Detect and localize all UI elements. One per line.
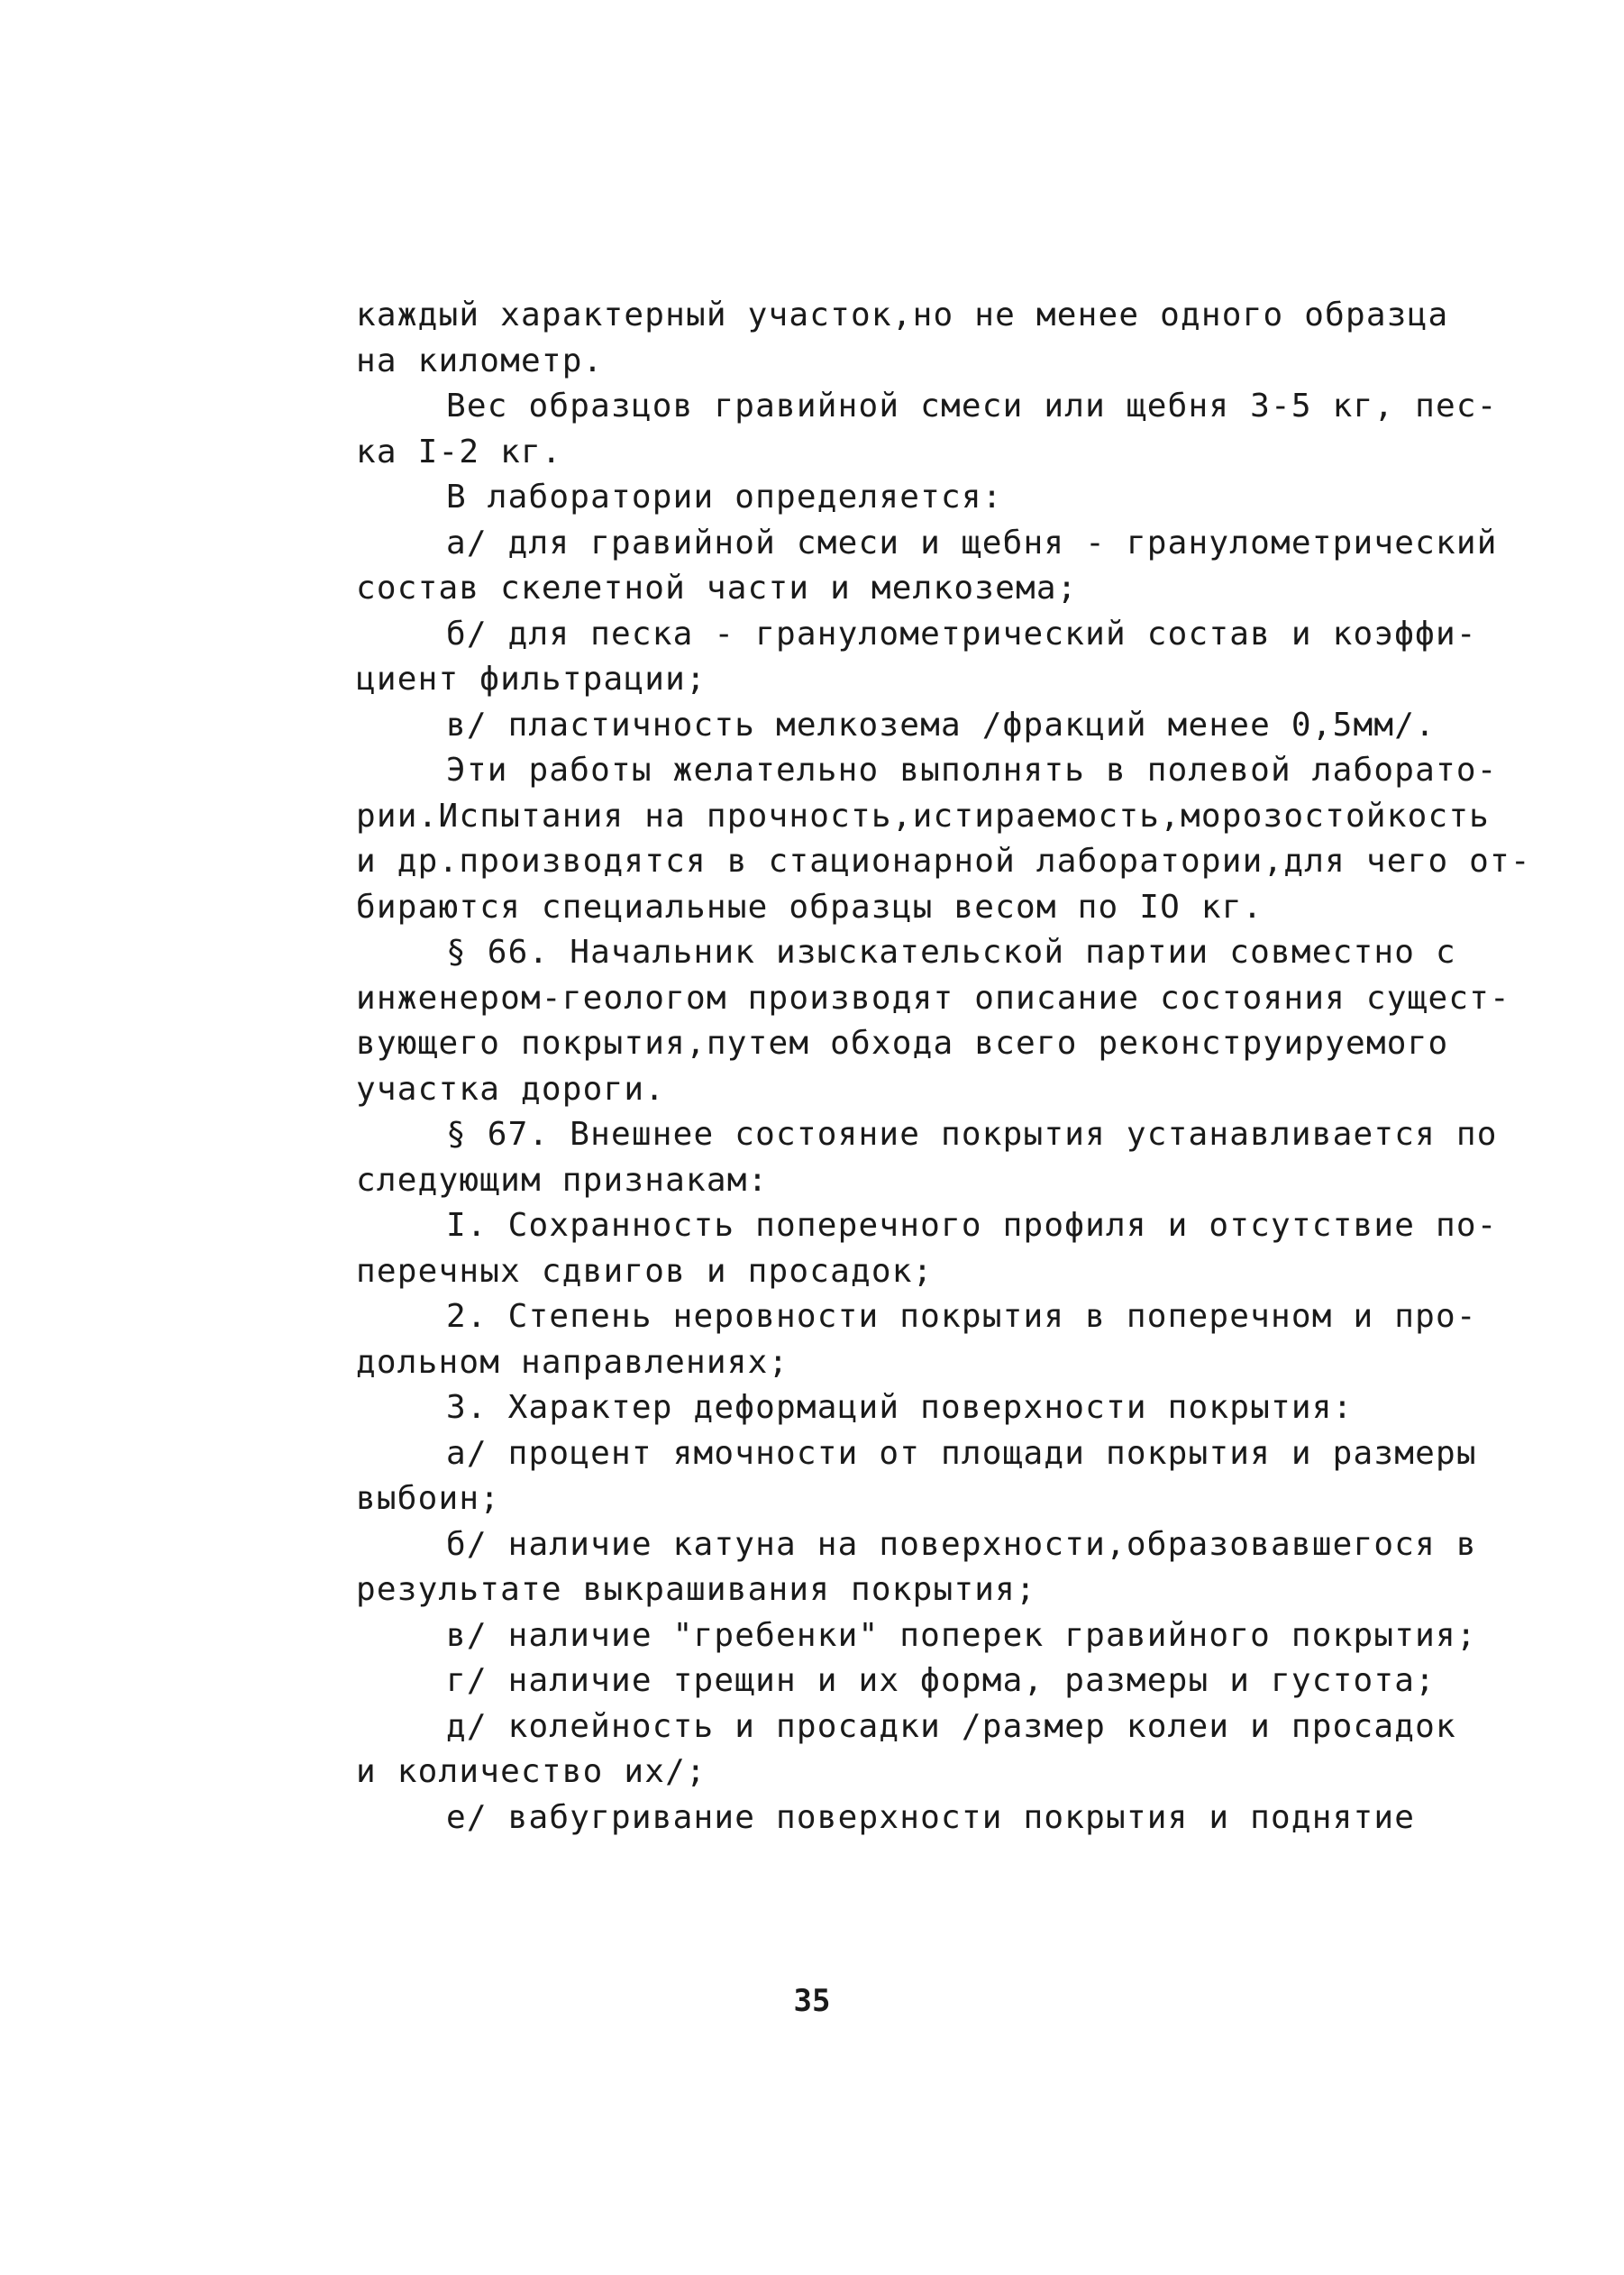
text-line: в/ наличие "гребенки" поперек гравийного покрытия; bbox=[446, 1616, 1477, 1654]
text-line: следующим признакам: bbox=[356, 1161, 769, 1199]
text-line: рии.Испытания на прочность,истираемость,морозостойкость bbox=[356, 797, 1491, 835]
text-line: циент фильтрации; bbox=[356, 661, 707, 698]
text-line: § 66. Начальник изыскательской партии совместно с bbox=[446, 934, 1456, 971]
text-line: § 67. Внешнее состояние покрытия устанавливается по bbox=[446, 1116, 1498, 1153]
text-line: д/ колейность и просадки /размер колеи и просадок bbox=[446, 1707, 1456, 1745]
text-line: бираются специальные образцы весом по IO кг. bbox=[356, 888, 1264, 926]
text-line: I. Сохранность поперечного профиля и отсутствие по- bbox=[446, 1207, 1498, 1244]
text-line: перечных сдвигов и просадок; bbox=[356, 1252, 934, 1290]
text-line: Эти работы желательно выполнять в полевой лаборато- bbox=[446, 752, 1498, 789]
text-line: г/ наличие трещин и их форма, размеры и густота; bbox=[446, 1662, 1436, 1699]
text-line: 3. Характер деформаций поверхности покрытия: bbox=[446, 1389, 1354, 1426]
text-line: дольном направлениях; bbox=[356, 1343, 789, 1381]
text-line: е/ вабугривание поверхности покрытия и поднятие bbox=[446, 1798, 1416, 1836]
text-line: 2. Степень неровности покрытия в поперечном и про- bbox=[446, 1298, 1477, 1335]
text-line: и количество их/; bbox=[356, 1753, 707, 1790]
text-line: ка I-2 кг. bbox=[356, 433, 562, 471]
text-line: вующего покрытия,путем обхода всего реконструируемого bbox=[356, 1025, 1449, 1062]
text-line: и др.производятся в стационарной лаборатории,для чего от- bbox=[356, 843, 1531, 880]
text-line: результате выкрашивания покрытия; bbox=[356, 1571, 1036, 1608]
text-line: выбоин; bbox=[356, 1480, 501, 1517]
text-line: б/ наличие катуна на поверхности,образовавшегося в bbox=[446, 1525, 1477, 1563]
text-line: состав скелетной части и мелкозема; bbox=[356, 570, 1078, 607]
text-line: Вес образцов гравийной смеси или щебня 3-5 кг, пес- bbox=[446, 388, 1498, 425]
text-line: на километр. bbox=[356, 342, 604, 379]
body-text bbox=[356, 293, 1531, 1841]
text-line: каждый характерный участок,но не менее одного образца bbox=[356, 297, 1449, 333]
text-line: инженером-геологом производят описание состояния сущест- bbox=[356, 979, 1510, 1017]
text-line: а/ для гравийной смеси и щебня - гранулометрический bbox=[446, 524, 1498, 562]
text-line: В лаборатории определяется: bbox=[446, 479, 1003, 516]
text-line: б/ для песка - гранулометрический состав и коэффи- bbox=[446, 615, 1477, 653]
text-line: в/ пластичность мелкозема /фракций менее 0,5мм/. bbox=[446, 706, 1436, 744]
page-number: 35 bbox=[793, 1983, 831, 2019]
text-line: участка дороги. bbox=[356, 1070, 666, 1108]
text-line: а/ процент ямочности от площади покрытия и размеры bbox=[446, 1434, 1477, 1472]
